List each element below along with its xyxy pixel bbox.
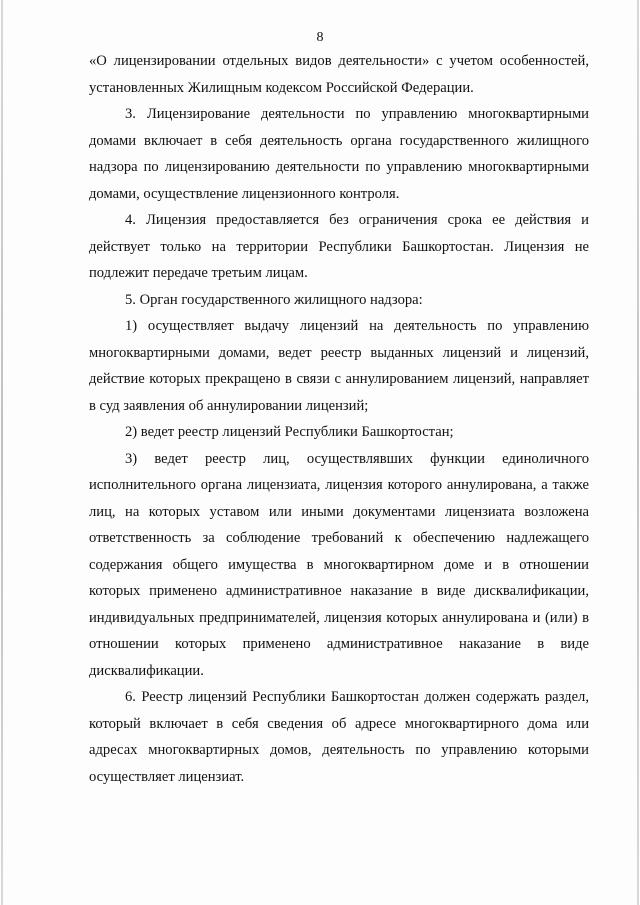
subparagraph-1: 1) осуществляет выдачу лицензий на деятельность по управлению многоквартирными домами, ведет реестр выданных лицензий и лицензий, действие которых прекращено в связи с аннулированием лицензий, направляет в суд заявления об аннулировании лицензий;	[89, 318, 589, 414]
subparagraph-3: 3) ведет реестр лиц, осуществлявших функции единоличного исполнительного органа лицензиата, лицензия которого аннулирована, а также лиц, на которых уставом или иными документами лицензиата возложена ответственность за соблюдение требований к обеспечению надлежащего содержания общего имущества в многоквартирном доме и в отношении которых применено административное наказание в виде дисквалификации, индивидуальных предпринимателей, лицензия которых аннулирована и (или) в отношении которых применено административное наказание в виде дисквалификации.	[89, 450, 589, 679]
paragraph-item-6: 6. Реестр лицензий Республики Башкортостан должен содержать раздел, который включает в себя сведения об адресе многоквартирного дома или адресах многоквартирных домов, деятельность по управлению которыми осуществляет лицензиат.	[89, 689, 589, 785]
paragraph-item-4: 4. Лицензия предоставляется без ограничения срока ее действия и действует только на территории Республики Башкортостан. Лицензия не подлежит передаче третьим лицам.	[89, 212, 589, 281]
paragraph-continuation: «О лицензировании отдельных видов деятельности» с учетом особенностей, установленных Жилищным кодексом Российской Федерации.	[89, 53, 589, 96]
subparagraph-2: 2) ведет реестр лицензий Республики Башкортостан;	[125, 424, 454, 440]
paragraph-item-5: 5. Орган государственного жилищного надзора:	[125, 291, 423, 308]
document-body	[89, 48, 589, 790]
paragraph-item-3: 3. Лицензирование деятельности по управлению многоквартирными домами включает в себя деятельность органа государственного жилищного надзора по лицензированию деятельности по управлению многоквартирными домами, осуществление лицензионного контроля.	[89, 106, 589, 202]
page-number: 8	[316, 30, 324, 45]
scan-left-edge	[1, 0, 3, 905]
scan-right-edge	[637, 0, 639, 905]
